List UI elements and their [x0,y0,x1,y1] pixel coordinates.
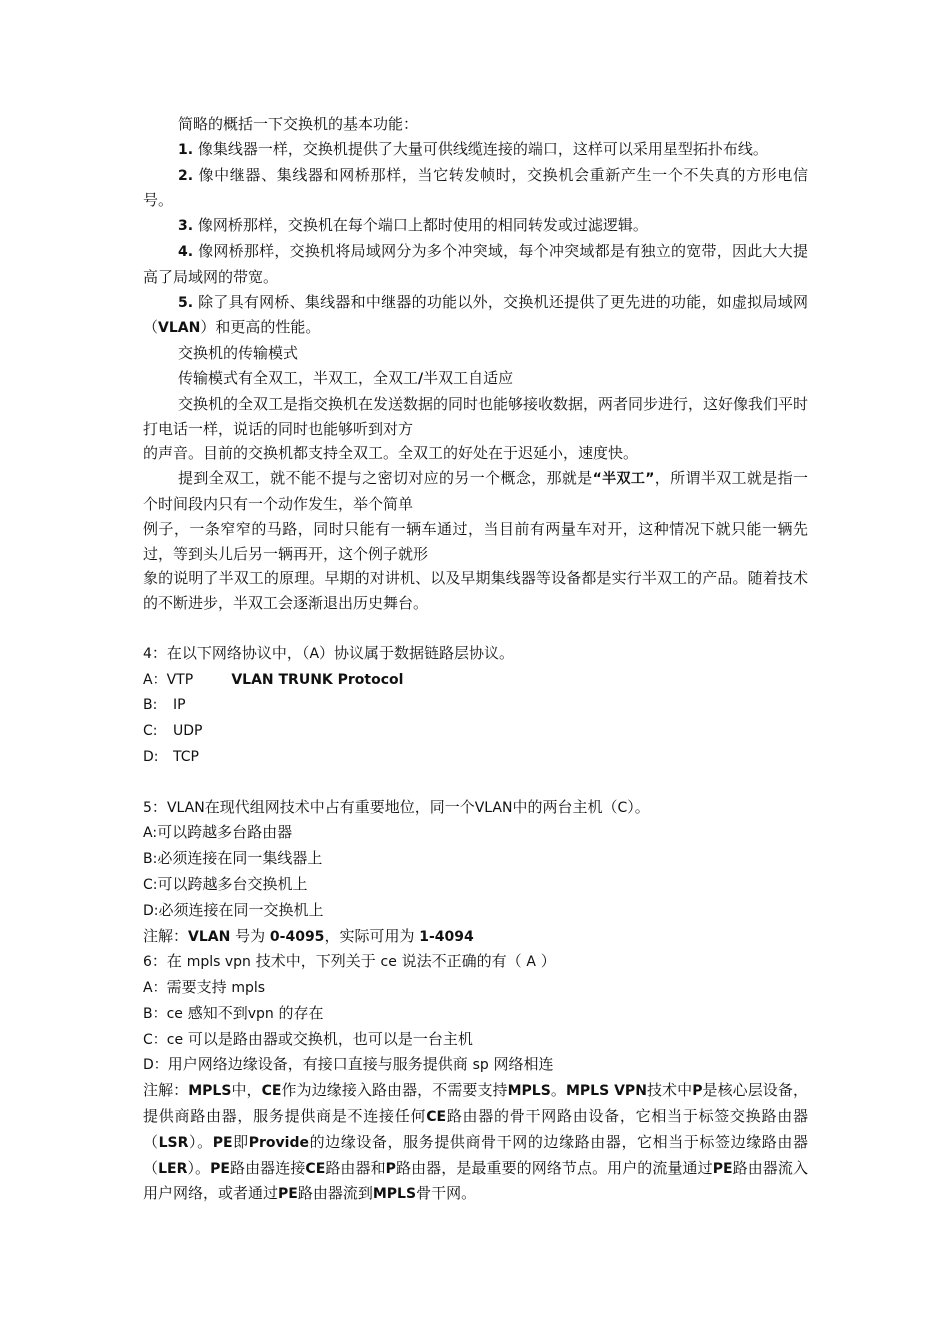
note-text: 骨干网。 [416,1184,477,1203]
ce-term: ce [166,1031,184,1048]
full-duplex-para-cont [143,441,808,466]
ce-term: ce [380,954,397,971]
note-term: MPLS [188,1083,232,1100]
option-text: 可以跨越多台交换机上 [157,874,308,893]
option-text: 网络相连 [493,1055,554,1074]
note-term: LER [158,1160,188,1177]
option-text: 用户网络边缘设备，有接口直接与服务提供商 [167,1055,468,1074]
feature-item-1 [143,137,808,163]
feature-item-5 [143,290,808,342]
q6-option-d [143,1052,808,1078]
q6-option-c [143,1027,808,1053]
item-text: 像集线器一样，交换机提供了大量可供线缆连接的端口，这样可以采用星型拓扑布线。 [197,139,768,158]
option-label: A： [143,671,167,688]
option-text: 可以是路由器或交换机，也可以是一台主机 [187,1029,473,1048]
feature-item-2 [143,163,808,214]
q4-option-d [143,744,808,770]
option-label: A: [143,825,158,842]
modes-text: 半双工自适应 [423,368,514,387]
vlan-range: 1-4094 [419,928,474,945]
option-label: A： [143,980,167,997]
full-duplex-text: 交换机的全双工是指交换机在发送数据的同时也能够接收数据，两者同步进行，这好像我们平时打电话一样，说话的同时也能够听到对方 [143,394,809,438]
q6-option-b [143,1001,808,1027]
vlan-term: VLAN [474,799,513,816]
note-text: 路由器的骨干网路由设备，它相当于标签交换路由器（ [143,1107,808,1151]
q5-note [143,924,808,950]
note-term: CE [426,1109,447,1126]
half-duplex-para-cont2 [143,566,808,616]
option-label: C: [143,723,158,740]
note-text: 路由器连接 [229,1158,306,1177]
question-4 [143,641,808,667]
q6-note [143,1078,808,1207]
option-label: D: [143,748,159,765]
option-label: D: [143,902,159,919]
note-term: Provide [248,1134,309,1151]
option-label: B： [143,1005,167,1022]
q6-option-a [143,975,808,1001]
option-text: 可以跨越多台路由器 [157,823,293,842]
question-text: 中的两台主机（ [512,797,618,816]
note-term: P [692,1083,703,1100]
answer-letter: A [309,645,320,662]
sp-term: sp [472,1057,489,1074]
q5-option-c [143,872,808,898]
note-term: MPLS [372,1186,417,1203]
item-text: 像中继器、集线器和网桥那样，当它转发帧时，交换机会重新产生一个不失真的方形电信号。 [143,165,808,210]
note-text: ）。 [187,1158,211,1177]
question-6 [143,949,808,975]
full-duplex-para [143,392,808,442]
option-label: B: [143,697,158,714]
modes-line [143,366,808,392]
q4-option-a [143,667,808,693]
note-text: 路由器，是最重要的网络节点。用户的流量通过 [395,1158,713,1177]
question-text: 技术中，下列关于 [255,952,376,971]
note-text: 的边缘设备，服务提供商骨干网的边缘路由器，它相当于标签边缘路由器（ [143,1132,808,1177]
vlan-term: VLAN [188,928,231,945]
item-text: ）和更高的性能。 [200,318,321,337]
question-text: ）协议属于数据链路层协议。 [319,643,515,662]
ce-term: ce [166,1005,183,1022]
vpn-term: vpn [247,1005,274,1022]
item-text: 像网桥那样，交换机将局域网分为多个冲突域，每个冲突域都是有独立的宽带，因此大大提高了局域网的带宽。 [143,241,808,286]
q5-option-a [143,820,808,846]
note-term: LSR [158,1134,189,1151]
feature-item-3 [143,213,808,239]
note-text: 中， [231,1081,262,1100]
option-value: TCP [173,748,199,765]
modes-text: 传输模式有全双工，半双工，全双工 [178,368,419,387]
half-duplex-text: 象的说明了半双工的原理。早期的对讲机、以及早期集线器等设备都是实行半双工的产品。随着技术的不断进步，半双工会逐渐退出历史舞台。 [143,569,808,613]
item-number: 4. [178,243,194,260]
vlan-term: VLAN [158,320,201,337]
half-duplex-text: 例子，一条窄窄的马路，同时只能有一辆车通过，当目前有两量车对开，这种情况下就只能一辆先过，等到头儿后另一辆再开，这个例子就形 [143,519,808,563]
question-text: ：在 [151,952,182,971]
option-text: 感知不到 [187,1003,248,1022]
note-text: 路由器流到 [297,1184,373,1203]
item-number: 3. [178,218,194,235]
note-text: 注解： [143,926,189,945]
note-text: ，实际可用为 [324,926,415,945]
item-number: 5. [178,294,194,311]
question-text: ）。 [627,797,650,816]
note-text: 。 [550,1081,566,1100]
note-term: MPLS VPN [565,1083,647,1100]
heading-text: 交换机的传输模式 [178,344,299,363]
note-term: PE [210,1160,230,1177]
note-text: 路由器和 [325,1158,386,1177]
slash: / [418,370,424,387]
option-label: B: [143,851,158,868]
intro-text: 简略的概括一下交换机的基本功能： [178,115,419,133]
option-text: 必须连接在同一集线器上 [157,849,323,868]
answer-letter: A [526,954,536,971]
item-number: 2. [178,167,194,184]
note-term: CE [261,1083,282,1100]
option-label: C： [143,1031,167,1048]
note-term: P [385,1160,396,1177]
option-label: C: [143,876,158,893]
half-duplex-para-cont [143,517,808,567]
option-note: VLAN TRUNK Protocol [231,671,404,688]
option-text: 的存在 [278,1003,324,1022]
section-heading [143,341,808,366]
half-duplex-text: ，所谓半双工就是指一个时间段内只有一个动作发生，举个简单 [143,469,808,513]
note-term: PE [712,1160,733,1177]
note-term: MPLS [507,1083,551,1100]
q4-option-b [143,692,808,718]
question-text: ：在以下网络协议中，（ [151,643,310,662]
half-duplex-term: “半双工” [592,471,655,488]
note-text: 号为 [235,926,266,945]
note-text: 作为边缘接入路由器，不需要支持 [281,1081,508,1100]
mpls-term: mpls [231,980,266,997]
option-text: 必须连接在同一交换机上 [158,900,324,919]
option-value: IP [173,697,186,714]
vlan-term: VLAN [166,799,205,816]
note-text: ）。 [188,1132,213,1151]
question-number: 4 [143,645,152,662]
half-duplex-text: 提到全双工，就不能不提与之密切对应的另一个概念，那就是 [178,469,593,488]
option-label: D： [143,1057,168,1074]
full-duplex-text: 的声音。目前的交换机都支持全双工。全双工的好处在于迟延小，速度快。 [143,444,639,463]
spacer [143,616,808,641]
mpls-term: mpls vpn [186,954,251,971]
option-text: 需要支持 [166,978,227,997]
item-text: 像网桥那样，交换机在每个端口上都时使用的相同转发或过滤逻辑。 [197,216,648,235]
question-text: 在现代组网技术中占有重要地位，同一个 [204,797,475,816]
note-term: CE [305,1160,326,1177]
note-text: 注解： [143,1081,189,1100]
note-text: 路由器流入用户网络，或者通过 [143,1158,808,1203]
document-body [143,112,808,1207]
item-number: 1. [178,141,194,158]
note-text: 技术中 [646,1081,693,1100]
question-text: ： [151,797,167,816]
q4-option-c [143,718,808,744]
question-text: 说法不正确的有（ [401,952,522,971]
question-number: 6 [143,954,152,971]
q5-option-d [143,898,808,924]
feature-item-4 [143,239,808,290]
note-term: PE [278,1186,298,1203]
item-text: 除了具有网桥、集线器和中继器的功能以外，交换机还提供了更先进的功能，如虚拟局域网（ [143,292,808,337]
answer-letter: C [617,799,628,816]
question-5 [143,795,808,821]
note-text: 即 [232,1132,249,1151]
half-duplex-para [143,466,808,517]
q5-option-b [143,846,808,872]
question-text: ） [540,952,556,971]
note-text: 是核心层设备，提供商路由器，服务提供商是不连接任何 [143,1081,808,1126]
spacer [143,770,808,795]
note-term: PE [212,1134,233,1151]
intro-line [143,112,808,137]
question-number: 5 [143,799,152,816]
option-value: VTP [166,671,194,688]
vlan-range: 0-4095 [269,928,325,945]
option-value: UDP [173,723,203,740]
